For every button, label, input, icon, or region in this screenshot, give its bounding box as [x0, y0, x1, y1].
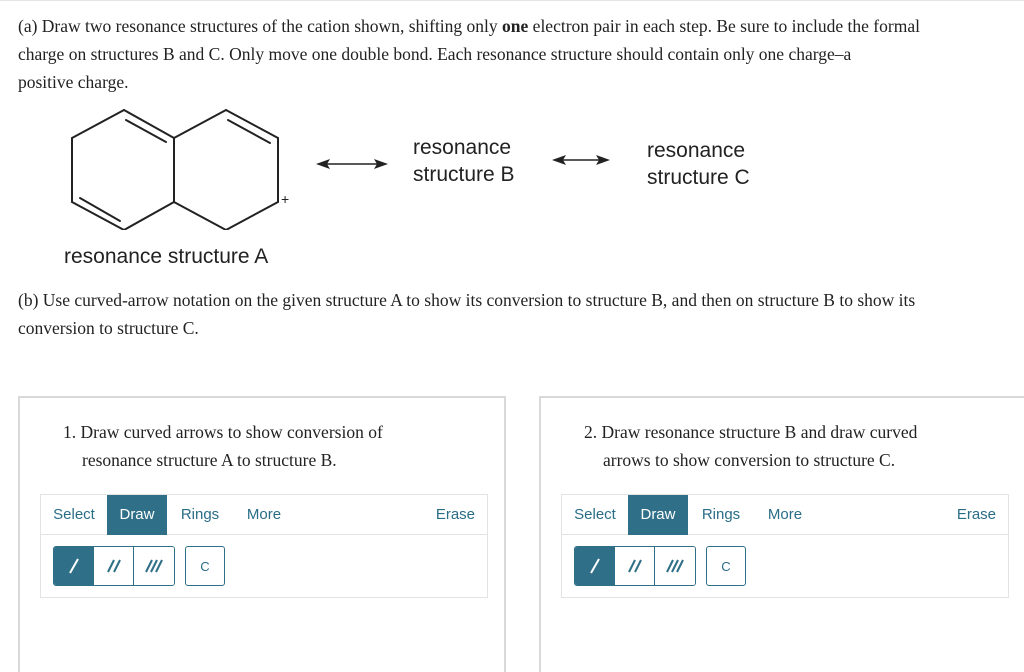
resonance-arrow-icon — [552, 152, 610, 168]
tab-more[interactable]: More — [246, 506, 282, 523]
erase-button[interactable]: Erase — [435, 506, 475, 523]
label-structure-b-line-2: structure B — [413, 163, 515, 186]
panel-2-instruction-line-2: arrows to show conversion to structure C. — [603, 450, 896, 470]
tab-select[interactable]: Select — [574, 506, 616, 523]
triple-bond-button[interactable] — [655, 547, 695, 585]
label-structure-c-line-2: structure C — [647, 166, 750, 189]
panel-2-tab-row — [562, 495, 1008, 535]
tab-rings[interactable]: Rings — [701, 506, 741, 523]
double-bond-button[interactable] — [94, 547, 134, 585]
tab-more[interactable]: More — [767, 506, 803, 523]
double-bond-icon — [105, 557, 123, 575]
tab-draw[interactable]: Draw — [628, 495, 688, 535]
tab-select[interactable]: Select — [53, 506, 95, 523]
single-bond-button[interactable] — [575, 547, 615, 585]
tab-draw[interactable]: Draw — [107, 495, 167, 535]
panel-2-instruction-line-1: 2. Draw resonance structure B and draw curved — [584, 422, 918, 442]
carbon-atom-button[interactable]: C — [185, 546, 225, 586]
carbon-atom-button[interactable]: C — [706, 546, 746, 586]
label-structure-b-line-1: resonance — [413, 136, 512, 159]
resonance-arrow-icon — [316, 156, 388, 172]
single-bond-icon — [65, 557, 83, 575]
part-a-line-1: (a) Draw two resonance structures of the cation shown, shifting only one electron pair in each step. Be sure to include the formal — [18, 16, 920, 36]
single-bond-icon — [586, 557, 604, 575]
triple-bond-icon — [665, 557, 685, 575]
panel-1-tab-row — [41, 495, 487, 535]
triple-bond-button[interactable] — [134, 547, 174, 585]
label-structure-c-line-1: resonance — [647, 139, 746, 162]
part-b-line-1: (b) Use curved-arrow notation on the given structure A to show its conversion to structure B, and then on structure B to show its — [18, 290, 916, 310]
double-bond-button[interactable] — [615, 547, 655, 585]
triple-bond-icon — [144, 557, 164, 575]
drawing-panel-2 — [539, 396, 1024, 672]
erase-button[interactable]: Erase — [956, 506, 996, 523]
part-b-line-2: conversion to structure C. — [18, 318, 199, 338]
drawing-panel-1 — [18, 396, 506, 672]
part-a-line-2: charge on structures B and C. Only move one double bond. Each resonance structure should contain only one charge–a — [18, 44, 852, 64]
positive-charge: + — [281, 191, 290, 207]
resonance-structure-a-drawing — [60, 100, 300, 230]
top-divider — [0, 0, 1024, 1]
panel-1-instruction-line-2: resonance structure A to structure B. — [82, 450, 337, 470]
panel-1-toolbar — [40, 494, 488, 598]
single-bond-button[interactable] — [54, 547, 94, 585]
panel-2-toolbar — [561, 494, 1009, 598]
panel-1-instruction-line-1: 1. Draw curved arrows to show conversion of — [63, 422, 383, 442]
panel-2-bond-tools — [574, 546, 696, 586]
panel-1-bond-tools — [53, 546, 175, 586]
double-bond-icon — [626, 557, 644, 575]
label-structure-a: resonance structure A — [64, 245, 269, 268]
part-a-line-3: positive charge. — [18, 72, 129, 92]
tab-rings[interactable]: Rings — [180, 506, 220, 523]
